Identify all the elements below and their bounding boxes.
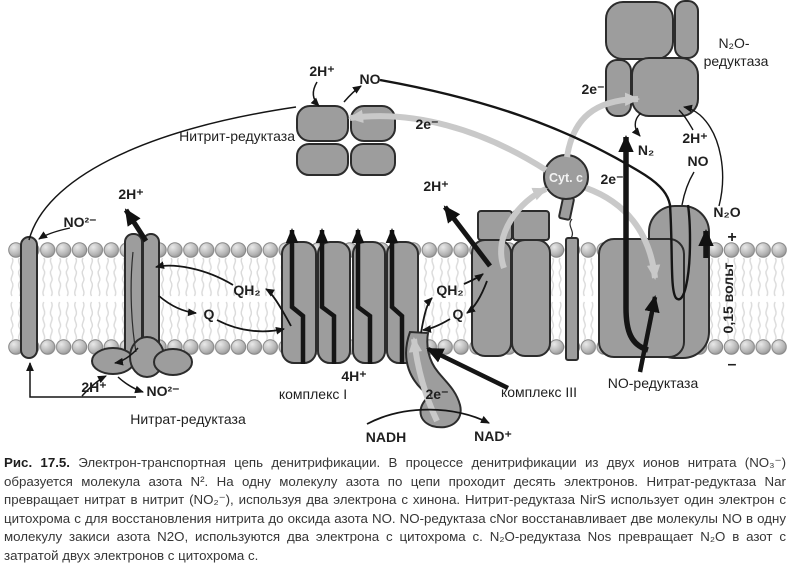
label-cyt-c: Cyt. c <box>548 171 584 185</box>
label-4h: 4H⁺ <box>341 368 367 384</box>
nitrite-transporter <box>21 237 37 358</box>
label-n2: N₂ <box>637 142 655 158</box>
arrow-h-into-nir <box>313 82 319 106</box>
caption-text: Электрон-транспортная цепь денитрификации. В процессе денитрификации из двух ионов нитрата (NO₃⁻) образуется молекула азота N². На одну молекулу азота по цепи проходит десять электронов. Нитрат-редуктаза Nar превращает нитрат в нитрит (NO₂⁻), используя два электрона с хинона. Нитрит-редуктаза NirS использует один электрон с цитохрома с для восстановления нитрита до оксида азота NO. NO-редуктаза cNor восстанавливает две молекулы NO в одну молекулу закиси азота N2O, используются два электрона с цитохрома с. N₂O-редуктаза Nos превращает N₂O в азот с затратой двух электронов с цитохрома с. <box>4 455 787 563</box>
label-nad: NAD⁺ <box>474 428 512 444</box>
label-nitrite-reductase: Нитрит-редуктаза <box>179 128 295 144</box>
arrow-n2-out <box>635 113 641 136</box>
label-no-reductase: NO-редуктаза <box>607 375 699 391</box>
label-2e-nor: 2e⁻ <box>600 171 624 187</box>
label-2h-nar: 2H⁺ <box>118 186 144 202</box>
label-plus: + <box>727 229 737 246</box>
label-no-right: NO <box>687 153 709 169</box>
label-2e-nadh: 2e⁻ <box>425 386 449 402</box>
label-minus: – <box>727 356 737 373</box>
label-complex3: комплекс III <box>500 384 578 400</box>
label-nadh: NADH <box>365 429 407 445</box>
label-q-right: Q <box>452 306 464 322</box>
label-2h-c3: 2H⁺ <box>423 178 449 194</box>
label-q-left: Q <box>203 306 215 322</box>
label-complex1: комплекс I <box>278 386 348 402</box>
label-no2-top: NO²⁻ <box>63 214 97 230</box>
label-n2o-reductase-1: N₂O- <box>718 35 750 51</box>
label-2e-nir: 2e⁻ <box>415 116 439 132</box>
label-qh2-left: QH₂ <box>233 282 261 298</box>
arrow-nar-to-no2 <box>118 377 143 392</box>
label-no2-bottom: NO²⁻ <box>146 383 180 399</box>
cytc-anchor-bar <box>566 238 578 360</box>
label-qh2-right: QH₂ <box>436 282 464 298</box>
arrow-nir-to-no <box>344 86 361 102</box>
label-2h-cyto: 2H⁺ <box>81 379 107 395</box>
no-reductase-complex <box>599 206 709 358</box>
label-no-top: NO <box>359 71 381 87</box>
complexes <box>21 1 709 427</box>
figure-caption <box>0 452 790 564</box>
no-label-leader <box>682 172 694 205</box>
cytc-tether <box>570 219 572 238</box>
label-2e-nos: 2e⁻ <box>581 81 605 97</box>
complex-3 <box>472 211 550 356</box>
label-nitrate-reductase: Нитрат-редуктаза <box>130 411 246 427</box>
figure-number: Рис. 17.5. <box>4 455 70 470</box>
label-n2o-reductase-2: редуктаза <box>703 53 769 69</box>
label-2h-nos: 2H⁺ <box>682 130 708 146</box>
label-voltage: 0,15 вольт <box>720 262 736 334</box>
label-n2o: N₂O <box>713 204 741 220</box>
label-2h-nir: 2H⁺ <box>309 63 335 79</box>
